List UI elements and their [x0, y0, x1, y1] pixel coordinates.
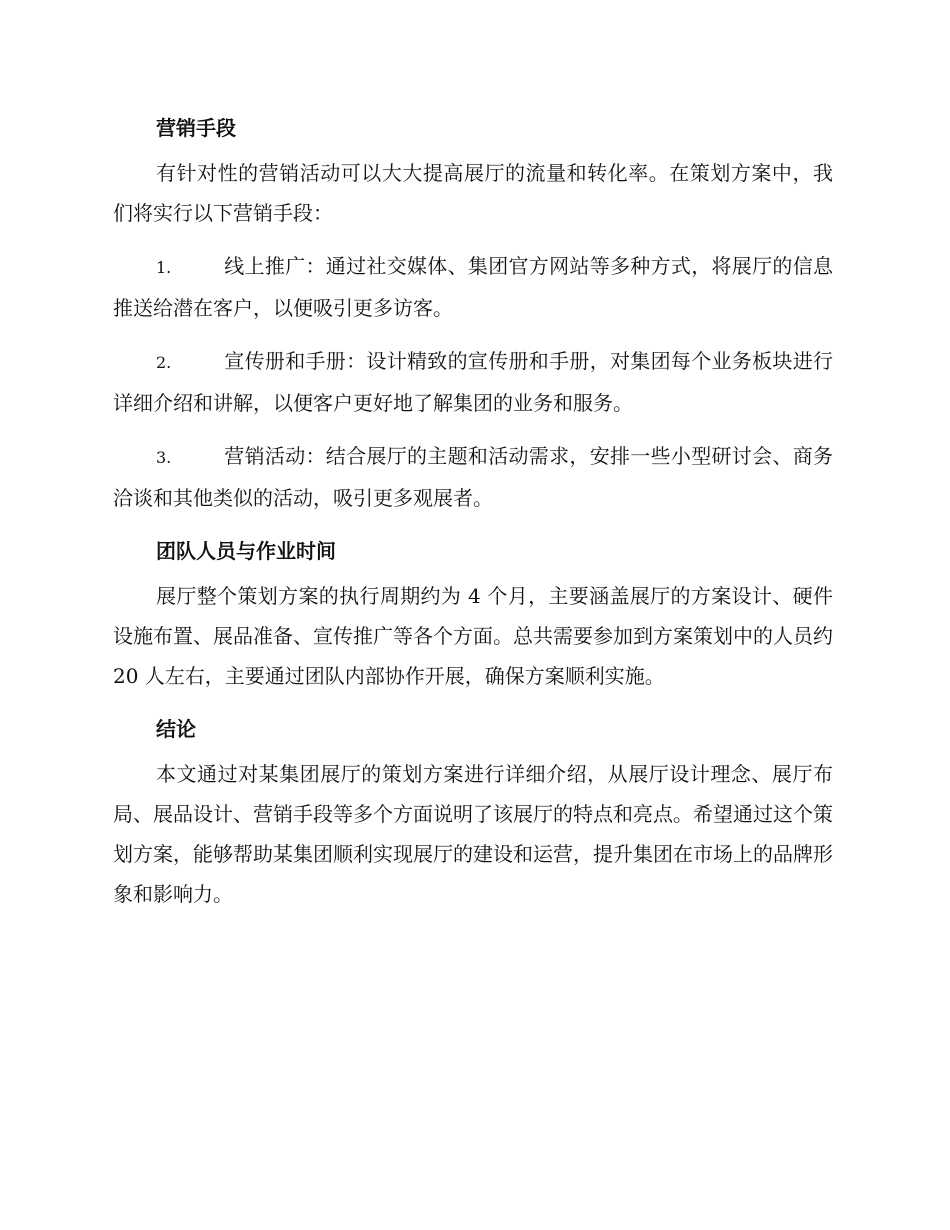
- paragraph-conclusion: 本文通过对某集团展厅的策划方案进行详细介绍，从展厅设计理念、展厅布局、展品设计、营销手段等多个方面说明了该展厅的特点和亮点。希望通过这个策划方案，能够帮助某集团顺利实现展厅的建设和运营，提升集团在市场上的品牌形象和影响力。: [113, 762, 833, 906]
- list-item-text: 线上推广：通过社交媒体、集团官方网站等多种方式，将展厅的信息推送给潜在客户，以便吸引更多访客。: [113, 254, 833, 320]
- section-heading-conclusion: 结论: [156, 717, 196, 741]
- section-heading-marketing: 营销手段: [156, 116, 236, 140]
- paragraph-team: 展厅整个策划方案的执行周期约为 4 个月，主要涵盖展厅的方案设计、硬件设施布置、展品准备、宣传推广等各个方面。总共需要参加到方案策划中的人员约 20 人左右，主要通过团队内部协作开展，确保方案顺利实施。: [113, 584, 833, 688]
- list-item-number: 1.: [156, 258, 172, 277]
- list-item-number: 2.: [156, 353, 172, 372]
- section-heading-team: 团队人员与作业时间: [156, 539, 336, 563]
- paragraph-marketing-intro: 有针对性的营销活动可以大大提高展厅的流量和转化率。在策划方案中，我们将实行以下营销手段：: [113, 161, 833, 225]
- list-item: [113, 246, 833, 328]
- document-content: [113, 108, 833, 927]
- list-item-text: 营销活动：结合展厅的主题和活动需求，安排一些小型研讨会、商务洽谈和其他类似的活动，吸引更多观展者。: [113, 444, 833, 510]
- list-item: [113, 436, 833, 518]
- list-item-number: 3.: [156, 448, 172, 467]
- list-item-text: 宣传册和手册：设计精致的宣传册和手册，对集团每个业务板块进行详细介绍和讲解，以便客户更好地了解集团的业务和服务。: [113, 349, 833, 415]
- list-item: [113, 341, 833, 423]
